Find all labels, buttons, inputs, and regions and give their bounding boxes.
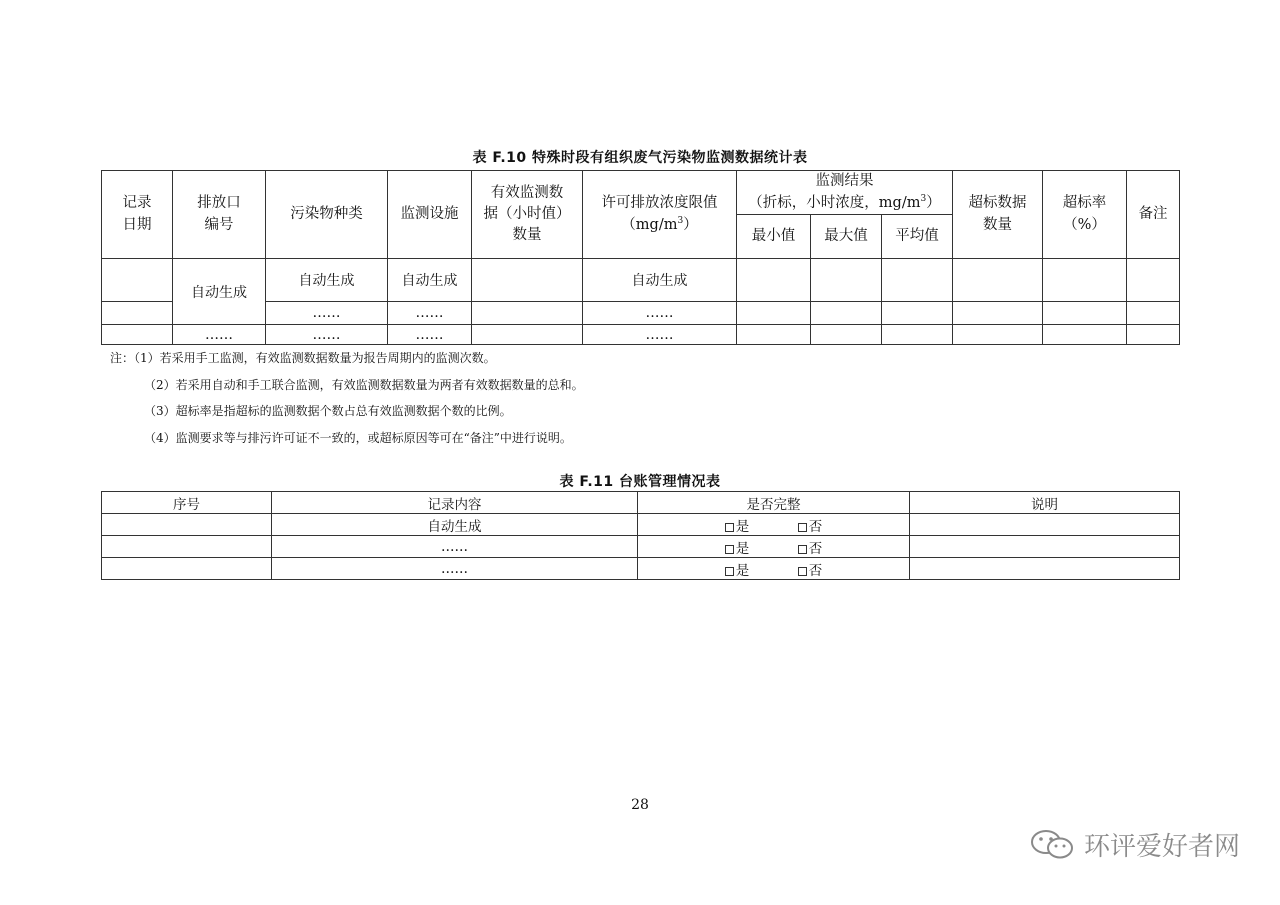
- page-number: 28: [631, 797, 649, 813]
- cell-ellipsis: ……: [266, 325, 388, 345]
- header-monitoring-result: 监测结果 （折标，小时浓度，$mg/m^3$）: [737, 171, 953, 215]
- cell-facility-auto: 自动生成: [388, 259, 472, 302]
- watermark-text: 环评爱好者网: [1083, 832, 1240, 862]
- checkbox-no[interactable]: 否: [798, 515, 823, 535]
- table-row: [102, 514, 1180, 536]
- watermark: [1028, 826, 1240, 863]
- cell-ellipsis: ……: [266, 302, 388, 325]
- header-no: 序号: [102, 492, 272, 514]
- checkbox-icon: [725, 545, 734, 554]
- checkbox-yes[interactable]: 是: [725, 537, 750, 557]
- table-f11-title: 表 F.11 台账管理情况表: [559, 474, 721, 490]
- header-permit-limit: 许可排放浓度限值 $(mg/m^3)$: [583, 171, 737, 259]
- header-exceed-rate: 超标率 （%）: [1043, 171, 1127, 259]
- note-3: （3）超标率是指超标的监测数据个数占总有效监测数据个数的比例。: [144, 404, 512, 419]
- checkbox-icon: [798, 523, 807, 532]
- wechat-icon: [1028, 829, 1076, 861]
- table-row: [102, 558, 1180, 580]
- table-row: [102, 259, 1180, 302]
- note-4: （4）监测要求等与排污许可证不一致的，或超标原因等可在“备注”中进行说明。: [144, 431, 572, 446]
- header-valid-count: 有效监测数 据（小时值） 数量: [472, 171, 583, 259]
- checkbox-yes[interactable]: 是: [725, 515, 750, 535]
- table-f10-notes: [110, 345, 584, 452]
- checkbox-icon: [798, 545, 807, 554]
- header-record-date: 记录 日期: [102, 171, 173, 259]
- cell-complete: [638, 558, 910, 580]
- header-content: 记录内容: [272, 492, 638, 514]
- checkbox-yes[interactable]: 是: [725, 559, 750, 579]
- header-desc: 说明: [910, 492, 1180, 514]
- table-row: [102, 325, 1180, 345]
- cell-content: 自动生成: [272, 514, 638, 536]
- note-2: （2）若采用自动和手工联合监测，有效监测数据数量为两者有效数据数量的总和。: [144, 377, 584, 392]
- header-complete: 是否完整: [638, 492, 910, 514]
- header-remark: 备注: [1127, 171, 1180, 259]
- cell-pollutant-auto: 自动生成: [266, 259, 388, 302]
- header-min: 最小值: [737, 215, 811, 259]
- table-f11: [101, 491, 1180, 580]
- cell-ellipsis: ……: [173, 325, 266, 345]
- header-pollutant: 污染物种类: [266, 171, 388, 259]
- header-exceed-count: 超标数据 数量: [953, 171, 1043, 259]
- table-row: [102, 536, 1180, 558]
- cell-ellipsis: ……: [388, 325, 472, 345]
- cell-limit-auto: 自动生成: [583, 259, 737, 302]
- header-max: 最大值: [811, 215, 882, 259]
- checkbox-icon: [725, 567, 734, 576]
- checkbox-icon: [798, 567, 807, 576]
- cell-content: ……: [272, 558, 638, 580]
- table-f10: [101, 170, 1180, 345]
- header-outlet-no: 排放口 编号: [173, 171, 266, 259]
- cell-outlet-auto: 自动生成: [173, 259, 266, 325]
- checkbox-icon: [725, 523, 734, 532]
- table-f10-title: 表 F.10 特殊时段有组织废气污染物监测数据统计表: [472, 150, 808, 166]
- header-facility: 监测设施: [388, 171, 472, 259]
- cell-ellipsis: ……: [388, 302, 472, 325]
- cell-complete: [638, 514, 910, 536]
- cell-complete: [638, 536, 910, 558]
- cell-content: ……: [272, 536, 638, 558]
- checkbox-no[interactable]: 否: [798, 537, 823, 557]
- note-1: 注：（1）若采用手工监测，有效监测数据数量为报告周期内的监测次数。: [110, 351, 496, 365]
- cell-ellipsis: ……: [583, 325, 737, 345]
- header-avg: 平均值: [882, 215, 953, 259]
- cell-ellipsis: ……: [583, 302, 737, 325]
- checkbox-no[interactable]: 否: [798, 559, 823, 579]
